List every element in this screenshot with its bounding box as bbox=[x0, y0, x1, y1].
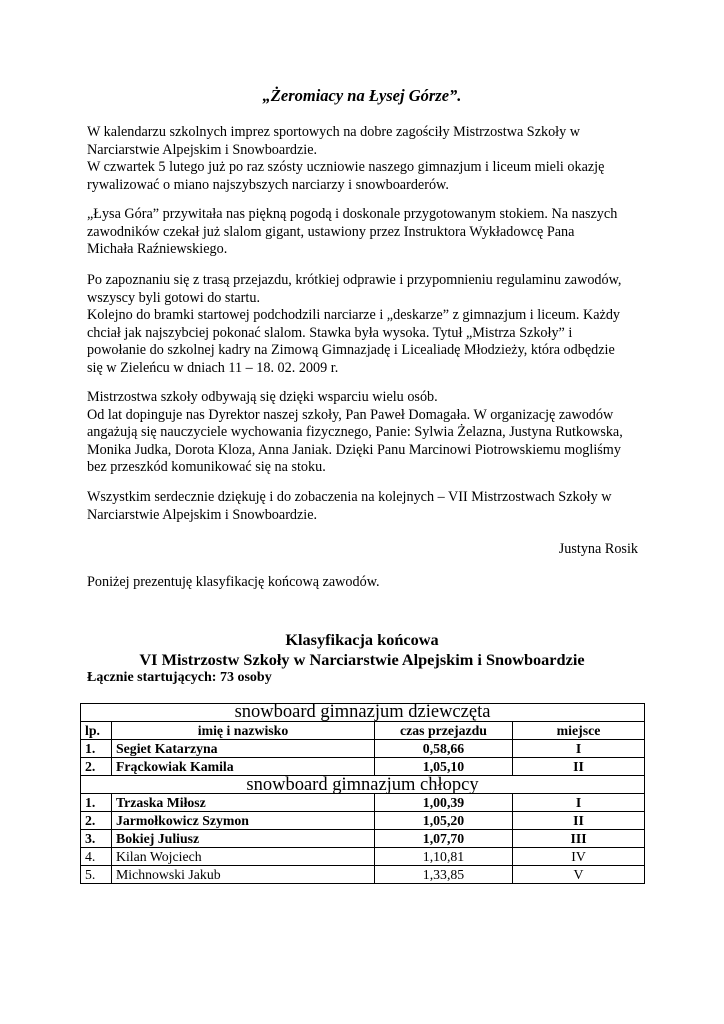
text-line: W czwartek 5 lutego już po raz szósty uczniowie naszego gimnazjum i liceum mieli okazję bbox=[87, 159, 605, 175]
paragraph-weather bbox=[87, 206, 647, 259]
cell-lp: 1. bbox=[81, 794, 112, 812]
column-header-row bbox=[81, 722, 645, 740]
classification-subtitle: VI Mistrzostw Szkoły w Narciarstwie Alpejskim i Snowboardzie bbox=[139, 650, 585, 669]
cell-time: 1,00,39 bbox=[375, 794, 513, 812]
paragraph-closing bbox=[87, 489, 647, 524]
table-row bbox=[81, 740, 645, 758]
text-line: Narciarstwie Alpejskim i Snowboardzie. bbox=[87, 506, 318, 523]
cell-lp: 3. bbox=[81, 830, 112, 848]
cell-place: II bbox=[513, 812, 645, 830]
section-header-girls bbox=[81, 704, 645, 722]
cell-time: 1,05,20 bbox=[375, 812, 513, 830]
text-line: Kolejno do bramki startowej podchodzili narciarze i „deskarze” z gimnazjum i liceum. Każdy bbox=[87, 307, 621, 323]
table-row bbox=[81, 848, 645, 866]
results-table bbox=[80, 703, 645, 884]
paragraph-race bbox=[87, 272, 647, 377]
cell-name: Frąckowiak Kamila bbox=[112, 758, 375, 776]
text-line: „Łysa Góra” przywitała nas piękną pogodą i doskonale przygotowanym stokiem. Na naszych bbox=[87, 206, 618, 222]
cell-place: V bbox=[513, 866, 645, 884]
cell-time: 1,33,85 bbox=[375, 866, 513, 884]
cell-place: II bbox=[513, 758, 645, 776]
results-intro bbox=[87, 574, 647, 592]
author-signature: Justyna Rosik bbox=[558, 541, 638, 557]
cell-lp: 4. bbox=[81, 848, 112, 866]
table-row bbox=[81, 758, 645, 776]
text-line: chciał jak najszybciej pokonać slalom. Stawka była wysoka. Tytuł „Mistrza Szkoły” i bbox=[87, 324, 573, 341]
text-line: Mistrzostwa szkoły odbywają się dzięki wsparciu wielu osób. bbox=[87, 389, 438, 405]
header-place: miejsce bbox=[513, 722, 645, 740]
text-line: Poniżej prezentuję klasyfikację końcową zawodów. bbox=[87, 574, 380, 590]
section-header-boys bbox=[81, 776, 645, 794]
table-row bbox=[81, 830, 645, 848]
cell-place: I bbox=[513, 740, 645, 758]
section-title: snowboard gimnazjum dziewczęta bbox=[81, 704, 645, 722]
cell-name: Trzaska Miłosz bbox=[112, 794, 375, 812]
text-line: rywalizować o miano najszybszych narciarzy i snowboarderów. bbox=[87, 176, 449, 193]
table-row bbox=[81, 794, 645, 812]
header-lp: lp. bbox=[81, 722, 112, 740]
total-participants: Łącznie startujących: 73 osoby bbox=[87, 670, 272, 685]
paragraph-thanks bbox=[87, 389, 647, 477]
text-line: bez przeszkód komunikować się na stoku. bbox=[87, 459, 326, 475]
cell-lp: 1. bbox=[81, 740, 112, 758]
text-line: się w Zieleńcu w dniach 11 – 18. 02. 2009 r. bbox=[87, 359, 339, 376]
table-row bbox=[81, 812, 645, 830]
cell-name: Segiet Katarzyna bbox=[112, 740, 375, 758]
cell-time: 0,58,66 bbox=[375, 740, 513, 758]
text-line: Michała Raźniewskiego. bbox=[87, 241, 228, 257]
cell-lp: 5. bbox=[81, 866, 112, 884]
cell-name: Bokiej Juliusz bbox=[112, 830, 375, 848]
cell-time: 1,07,70 bbox=[375, 830, 513, 848]
text-line: angażują się nauczyciele wychowania fizycznego, Panie: Sylwia Żelazna, Justyna Rutkowska, bbox=[87, 424, 623, 440]
classification-title: Klasyfikacja końcowa bbox=[285, 630, 439, 649]
text-line: zawodników czekał już slalom gigant, ustawiony przez Instruktora Wykładowcę Pana bbox=[87, 223, 575, 240]
text-line: wszyscy byli gotowi do startu. bbox=[87, 289, 260, 306]
cell-lp: 2. bbox=[81, 758, 112, 776]
cell-name: Jarmołkowicz Szymon bbox=[112, 812, 375, 830]
cell-time: 1,05,10 bbox=[375, 758, 513, 776]
cell-time: 1,10,81 bbox=[375, 848, 513, 866]
cell-name: Michnowski Jakub bbox=[112, 866, 375, 884]
header-name: imię i nazwisko bbox=[112, 722, 375, 740]
section-title: snowboard gimnazjum chłopcy bbox=[81, 776, 645, 794]
cell-name: Kilan Wojciech bbox=[112, 848, 375, 866]
cell-place: III bbox=[513, 830, 645, 848]
text-line: Wszystkim serdecznie dziękuję i do zobaczenia na kolejnych – VII Mistrzostwach Szkoły w bbox=[87, 489, 612, 505]
cell-place: I bbox=[513, 794, 645, 812]
text-line: W kalendarzu szkolnych imprez sportowych na dobre zagościły Mistrzostwa Szkoły w bbox=[87, 124, 581, 140]
header-time: czas przejazdu bbox=[375, 722, 513, 740]
text-line: Po zapoznaniu się z trasą przejazdu, krótkiej odprawie i przypomnieniu regulaminu zawodów, bbox=[87, 272, 622, 288]
text-line: Narciarstwie Alpejskim i Snowboardzie. bbox=[87, 141, 318, 158]
cell-lp: 2. bbox=[81, 812, 112, 830]
text-line: powołanie do szkolnej kadry na Zimową Gimnazjadę i Licealiadę Młodzieży, która odbędzie bbox=[87, 342, 615, 358]
table-row bbox=[81, 866, 645, 884]
text-line: Od lat dopinguje nas Dyrektor naszej szkoły, Pan Paweł Domagała. W organizację zawodów bbox=[87, 406, 614, 423]
text-line: Monika Judka, Dorota Kloza, Anna Janiak. Dzięki Panu Marcinowi Piotrowskiemu mogliśmy bbox=[87, 441, 621, 458]
article-title: „Żeromiacy na Łysej Górze”. bbox=[262, 86, 462, 105]
cell-place: IV bbox=[513, 848, 645, 866]
paragraph-intro bbox=[87, 124, 647, 194]
